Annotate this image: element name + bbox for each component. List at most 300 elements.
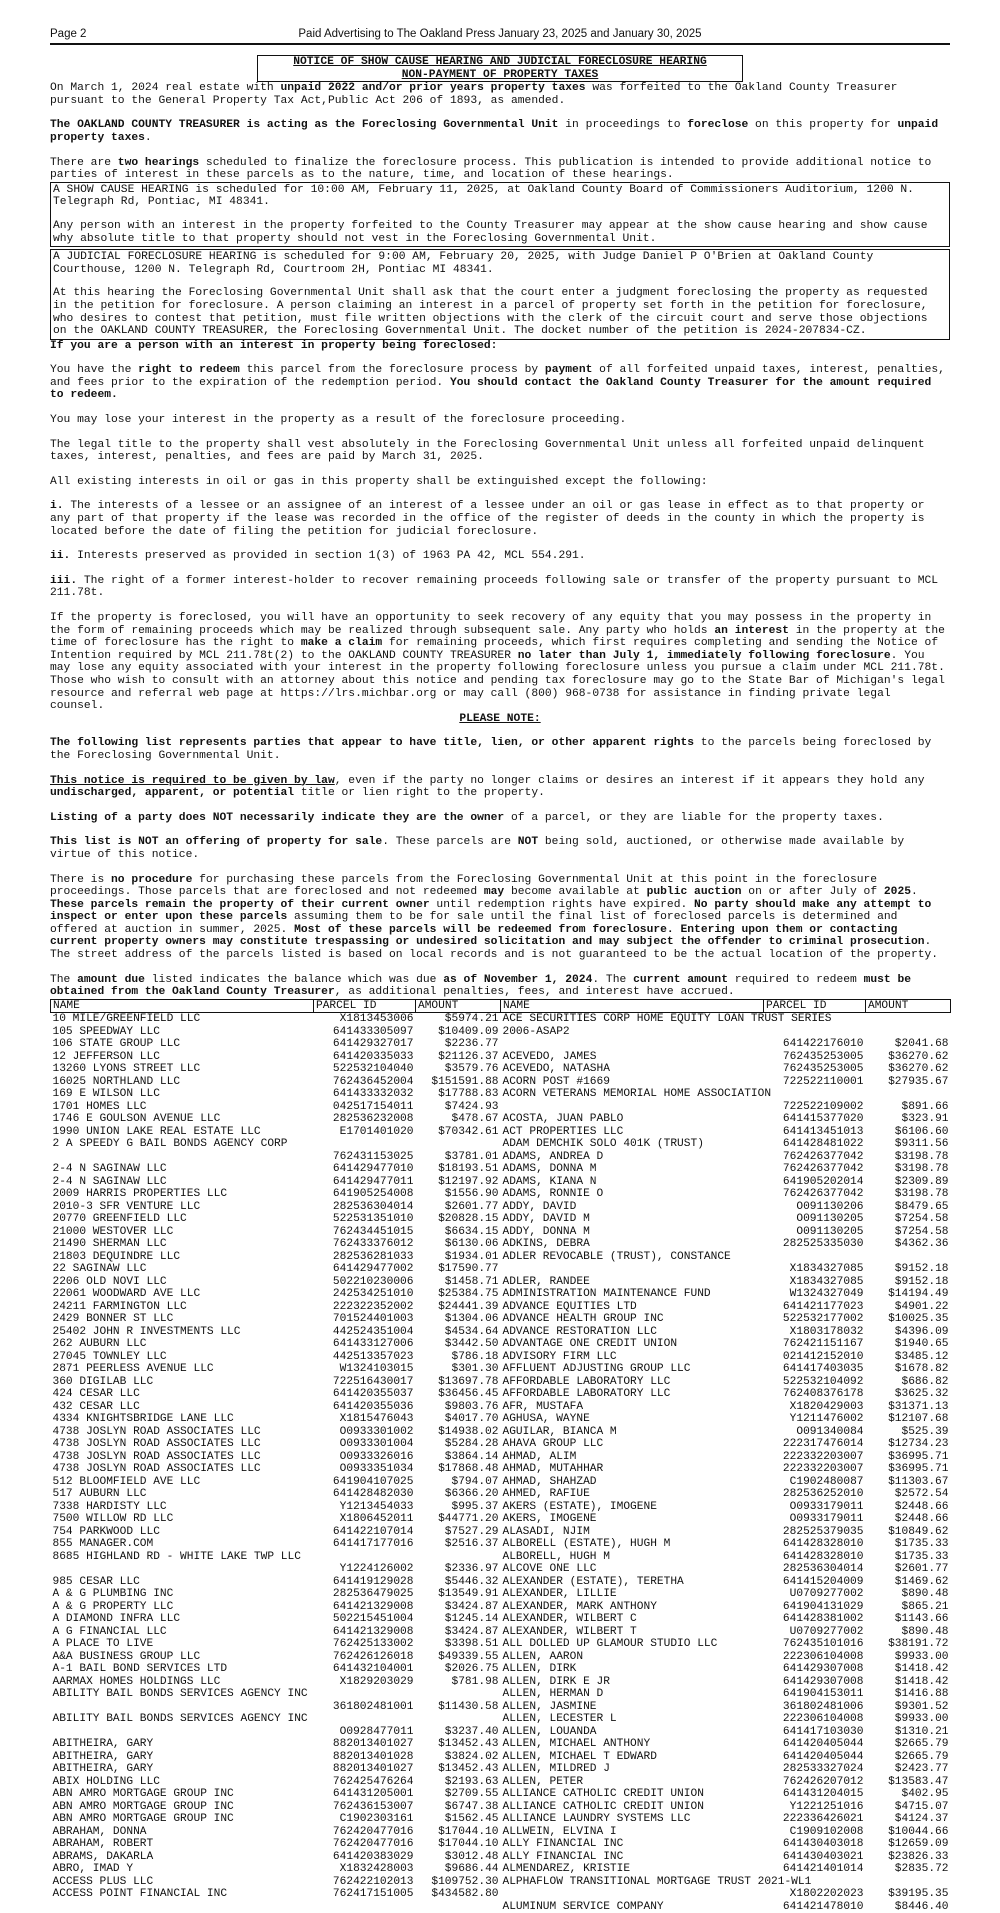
column-header-amount: AMOUNT [866, 999, 951, 1013]
row-amount: $11430.58 [438, 1700, 499, 1713]
row-amount: $36270.62 [888, 1063, 949, 1076]
row-amount: $2572.54 [894, 1488, 949, 1501]
row-name: ALLEN, MICHAEL T EDWARD [502, 1750, 657, 1763]
row-amount: $3198.78 [894, 1188, 949, 1201]
row-amount: $402.95 [901, 1788, 949, 1801]
row-amount: $17044.10 [438, 1825, 499, 1838]
table-row [51, 1763, 951, 1776]
row-parcel-id: 762434451015 [332, 1225, 414, 1238]
row-amount: $1310.21 [894, 1725, 949, 1738]
table-row [51, 1176, 951, 1189]
table-row [51, 1438, 951, 1451]
row-parcel-id: 762425133002 [332, 1638, 414, 1651]
row-name: AGHUSA, WAYNE [502, 1413, 590, 1426]
row-amount: $3781.01 [444, 1150, 499, 1163]
row-amount: $21126.37 [438, 1050, 499, 1063]
table-row [51, 1488, 951, 1501]
row-parcel-id: U0709277002 [789, 1588, 864, 1601]
table-row [51, 1388, 951, 1401]
row-amount: $11303.67 [888, 1475, 949, 1488]
row-amount: $9803.76 [444, 1400, 499, 1413]
note-amount-due: The amount due listed indicates the balance which was due as of November 1, 2024. The current amount required to redeem must be obtained from the Oakland County Treasurer, as additional penalties, fees, and interest have accrued. [50, 973, 912, 999]
row-amount: $478.67 [451, 1113, 499, 1126]
row-amount: $2448.66 [894, 1513, 949, 1526]
row-amount: $1416.88 [894, 1688, 949, 1701]
row-name: A-1 BAIL BOND SERVICES LTD [52, 1663, 228, 1676]
row-name: AHMAD, ALIM [502, 1450, 577, 1463]
table-row [51, 1651, 951, 1664]
row-name: 432 CESAR LLC [52, 1400, 140, 1413]
row-amount: $2448.66 [894, 1500, 949, 1513]
row-name: ALLEN, HERMAN D [502, 1688, 604, 1701]
row-parcel-id: 762426207012 [782, 1775, 864, 1788]
note-not-owner: Listing of a party does NOT necessarily indicate they are the owner of a parcel, or they are liable for the property taxes. [50, 811, 884, 824]
row-amount: $39195.35 [888, 1888, 949, 1901]
row-name [51, 1726, 314, 1739]
table-row [51, 1326, 951, 1339]
row-name: ALLIANCE CATHOLIC CREDIT UNION [502, 1800, 704, 1813]
table-row [51, 1301, 951, 1314]
table-row [51, 1851, 951, 1864]
row-name: 4738 JOSLYN ROAD ASSOCIATES LLC [52, 1438, 261, 1451]
row-parcel-id: W1324327049 [789, 1288, 864, 1301]
row-parcel-id: 762436452004 [332, 1075, 414, 1088]
row-name: AFFORDABLE LABORATORY LLC [502, 1388, 671, 1401]
row-parcel-id: 021412152010 [782, 1350, 864, 1363]
judicial-hearing-details: At this hearing the Foreclosing Governmental Unit shall ask that the court enter a judgment foreclosing the property as requested in the petition for foreclosure. A person claiming an interest in a parcel of property set forth in the petition for foreclosure, who desires to contest that petition, must file written objections with the clerk of the circuit court and serve those objections on the OAKLAND COUNTY TREASURER, the Foreclosing Governmental Unit. The docket number of the petition is 2024-207834-CZ. [53, 287, 928, 338]
row-name: 855 MANAGER.COM [52, 1538, 154, 1551]
row-name: ADAMS, KIANA N [502, 1175, 597, 1188]
row-parcel-id: 641428328010 [782, 1538, 864, 1551]
row-name: A PLACE TO LIVE [52, 1638, 154, 1651]
table-row [51, 1313, 951, 1326]
row-amount: $70342.61 [438, 1125, 499, 1138]
row-parcel-id: 641433332032 [332, 1088, 414, 1101]
row-name: 2429 BONNER ST LLC [52, 1313, 174, 1326]
row-amount: $3237.40 [444, 1725, 499, 1738]
row-amount: $4017.70 [444, 1413, 499, 1426]
table-body [51, 1013, 951, 1913]
row-parcel-id: Y1221251016 [789, 1800, 864, 1813]
row-amount: $1418.42 [894, 1663, 949, 1676]
row-name: 22061 WOODWARD AVE LLC [52, 1288, 201, 1301]
table-row [51, 1163, 951, 1176]
row-name: 4738 JOSLYN ROAD ASSOCIATES LLC [52, 1463, 261, 1476]
row-parcel-id [314, 1713, 416, 1726]
row-parcel-id: 222332203007 [782, 1463, 864, 1476]
row-amount: $4124.37 [894, 1813, 949, 1826]
row-parcel-id: 641417403035 [782, 1363, 864, 1376]
row-parcel-id: 442513357023 [332, 1350, 414, 1363]
row-amount: $7527.29 [444, 1525, 499, 1538]
row-amount: $36995.71 [888, 1450, 949, 1463]
row-parcel-id: O0933301002 [339, 1425, 414, 1438]
table-row [51, 1288, 951, 1301]
row-parcel-id: 882013401027 [332, 1763, 414, 1776]
row-parcel-id: 282536304014 [332, 1200, 414, 1213]
row-amount: $2516.37 [444, 1538, 499, 1551]
row-parcel-id: O0933179011 [789, 1513, 864, 1526]
row-name: ABILITY BAIL BONDS SERVICES AGENCY INC [52, 1688, 308, 1701]
row-amount: $3485.12 [894, 1350, 949, 1363]
table-row [51, 1338, 951, 1351]
row-name: ABRO, IMAD Y [52, 1863, 134, 1876]
row-amount: $2601.77 [444, 1200, 499, 1213]
row-amount: $3625.32 [894, 1388, 949, 1401]
row-amount: $9933.00 [894, 1713, 949, 1726]
row-parcel-id: E1701401020 [339, 1125, 414, 1138]
row-name: 424 CESAR LLC [52, 1388, 140, 1401]
row-parcel-id: 762436153007 [332, 1800, 414, 1813]
row-name: ABITHEIRA, GARY [52, 1763, 154, 1776]
row-parcel-id [764, 1088, 866, 1101]
note-list-parties: The following list represents parties that appear to have title, lien, or other apparent rights to the parcels being foreclosed by the Foreclosing Governmental Unit. [50, 737, 932, 762]
row-parcel-id: 522532104092 [782, 1375, 864, 1388]
row-parcel-id: 641420383029 [332, 1850, 414, 1863]
row-parcel-id: 641421401014 [782, 1863, 864, 1876]
row-parcel-id: 641415377020 [782, 1113, 864, 1126]
table-header-row [51, 999, 951, 1013]
row-amount: $36995.71 [888, 1463, 949, 1476]
table-row [51, 1638, 951, 1651]
row-parcel-id: Y1211476002 [789, 1413, 864, 1426]
row-name: ALEXANDER, MARK ANTHONY [502, 1600, 657, 1613]
row-amount: $3198.78 [894, 1150, 949, 1163]
row-amount: $1143.66 [894, 1613, 949, 1626]
row-parcel-id: 722516430017 [332, 1375, 414, 1388]
row-parcel-id: O0933326016 [339, 1450, 414, 1463]
exception-iii: iii. The right of a former interest-holder to recover remaining proceeds following sale or transfer of the property pursuant to MCL 211.78t. [50, 574, 939, 600]
row-amount: $2601.77 [894, 1563, 949, 1576]
row-amount: $9933.00 [894, 1650, 949, 1663]
table-row [51, 1263, 951, 1276]
row-name [501, 1101, 764, 1114]
intro-paragraph-3: There are two hearings scheduled to finalize the foreclosure process. This publication is intended to provide additional notice to parties of interest in these parcels as to the nature, time, and location of these hearings. [50, 156, 932, 182]
table-row [51, 1576, 951, 1589]
row-amount: $1245.14 [444, 1613, 499, 1626]
row-parcel-id: X1834327085 [789, 1263, 864, 1276]
row-name: ALLEN, DIRK [502, 1663, 577, 1676]
row-parcel-id: 282536479025 [332, 1588, 414, 1601]
row-name: ABIX HOLDING LLC [52, 1775, 160, 1788]
row-amount: $12197.92 [438, 1175, 499, 1188]
row-amount: $9152.18 [894, 1275, 949, 1288]
row-parcel-id: W1324103015 [339, 1363, 414, 1376]
row-amount: $3012.48 [444, 1850, 499, 1863]
row-amount: $36456.45 [438, 1388, 499, 1401]
row-name: A DIAMOND INFRA LLC [52, 1613, 181, 1626]
row-amount: $17044.10 [438, 1838, 499, 1851]
row-name: ALL DOLLED UP GLAMOUR STUDIO LLC [502, 1638, 718, 1651]
row-parcel-id: 722522109002 [782, 1100, 864, 1113]
row-amount: $17788.83 [438, 1088, 499, 1101]
row-parcel-id: 641421329008 [332, 1600, 414, 1613]
row-amount: $686.82 [901, 1375, 949, 1388]
table-row [51, 1726, 951, 1739]
row-parcel-id: 282533327024 [782, 1763, 864, 1776]
equity-paragraph: If the property is foreclosed, you will have an opportunity to seek recovery of any equity that you may possess in the property in the form of remaining proceeds which may be realized through subsequent sale. Any party who holds an interest in the property at the time of foreclosure has the right to make a claim for remaining proceeds, which first requires completing and sending the Notice of Intention required by MCL 211.78t(2) to the OAKLAND COUNTY TREASURER no later than July 1, immediately following foreclosure. You may lose any equity associated with your interest in the property following foreclosure unless you pursue a claim under MCL 211.78t. Those who wish to consult with an attorney about this notice and pending tax foreclosure may go to the State Bar of Michigan's legal resource and referral web page at https://lrs.michbar.org or may call (800) 968-0738 for assistance in finding private legal counsel. [50, 612, 945, 713]
row-parcel-id: X1813453006 [339, 1013, 414, 1026]
row-name: AHMAD, MUTAHHAR [502, 1463, 604, 1476]
row-amount: $38191.72 [888, 1638, 949, 1651]
table-row [51, 1088, 951, 1101]
row-amount: $13697.78 [438, 1375, 499, 1388]
row-name: 1701 HOMES LLC [52, 1100, 147, 1113]
row-parcel-id: 641429477010 [332, 1163, 414, 1176]
row-amount: $301.30 [451, 1363, 499, 1376]
row-name: ADVANTAGE ONE CREDIT UNION [502, 1338, 678, 1351]
row-amount: $2236.77 [444, 1038, 499, 1051]
row-parcel-id: 641420355037 [332, 1388, 414, 1401]
row-amount: $20828.15 [438, 1213, 499, 1226]
row-name: A & G PLUMBING INC [52, 1588, 174, 1601]
row-parcel-id: O0933351034 [339, 1463, 414, 1476]
row-parcel-id: 222322352002 [332, 1300, 414, 1313]
column-header-name: NAME [51, 999, 314, 1013]
row-amount: $4396.09 [894, 1325, 949, 1338]
row-parcel-id: 762426377042 [782, 1150, 864, 1163]
table-row [51, 1901, 951, 1913]
row-amount: $9301.52 [894, 1700, 949, 1713]
row-parcel-id: 282525379035 [782, 1525, 864, 1538]
row-amount: $4715.07 [894, 1800, 949, 1813]
row-parcel-id: 641429477002 [332, 1263, 414, 1276]
row-name: AHAVA GROUP LLC [502, 1438, 604, 1451]
row-name: ABRAHAM, ROBERT [52, 1838, 154, 1851]
row-parcel-id: 641431204015 [782, 1788, 864, 1801]
row-name: ADAMS, DONNA M [502, 1163, 597, 1176]
row-parcel-id: 701524401003 [332, 1313, 414, 1326]
row-name: ALUMINUM SERVICE COMPANY [502, 1900, 664, 1913]
row-amount: $10409.09 [438, 1025, 499, 1038]
row-amount: $7424.93 [444, 1100, 499, 1113]
row-name: 2006-ASAP2 [502, 1025, 570, 1038]
row-name: 2010-3 SFR VENTURE LLC [52, 1200, 201, 1213]
row-amount: $13583.47 [888, 1775, 949, 1788]
row-amount: $1562.45 [444, 1813, 499, 1826]
row-amount: $5284.28 [444, 1438, 499, 1451]
row-parcel-id: 882013401027 [332, 1738, 414, 1751]
row-name: 169 E WILSON LLC [52, 1088, 160, 1101]
row-parcel-id: 361802481006 [782, 1700, 864, 1713]
row-amount: $36270.62 [888, 1050, 949, 1063]
row-amount: $323.91 [901, 1113, 949, 1126]
row-parcel-id: 641433127006 [332, 1338, 414, 1351]
row-name: ALMENDAREZ, KRISTIE [502, 1863, 631, 1876]
row-parcel-id: O091130206 [796, 1200, 864, 1213]
row-amount: $2665.79 [894, 1738, 949, 1751]
row-parcel-id: O0933179011 [789, 1500, 864, 1513]
table-row [51, 1451, 951, 1464]
row-parcel-id: O0928477011 [339, 1725, 414, 1738]
row-amount: $1735.33 [894, 1538, 949, 1551]
row-name: ALPHAFLOW TRANSITIONAL MORTGAGE TRUST 2021-WL1 [502, 1875, 812, 1888]
row-parcel-id: X1820429003 [789, 1400, 864, 1413]
notice-title [257, 55, 743, 82]
row-name: ADKINS, DEBRA [502, 1238, 590, 1251]
table-row [51, 1463, 951, 1476]
row-parcel-id: 641421478010 [782, 1900, 864, 1913]
row-name: 8685 HIGHLAND RD - WHITE LAKE TWP LLC [52, 1550, 301, 1563]
row-name: ALASADI, NJIM [502, 1525, 590, 1538]
row-amount: $10849.62 [888, 1525, 949, 1538]
row-parcel-id: 222336426021 [782, 1813, 864, 1826]
row-name: 512 BLOOMFIELD AVE LLC [52, 1475, 201, 1488]
row-name: ALLEN, DIRK E JR [502, 1675, 610, 1688]
row-amount: $3864.14 [444, 1450, 499, 1463]
table-row [51, 1626, 951, 1639]
row-amount: $1458.71 [444, 1275, 499, 1288]
row-name: ABRAHAM, DONNA [52, 1825, 147, 1838]
row-parcel-id [314, 1688, 416, 1701]
row-parcel-id: 641421329008 [332, 1625, 414, 1638]
row-parcel-id: 222306104008 [782, 1650, 864, 1663]
row-name: ALLEN, MICHAEL ANTHONY [502, 1738, 651, 1751]
table-row [51, 1501, 951, 1514]
row-name: 262 AUBURN LLC [52, 1338, 147, 1351]
row-name: 360 DIGILAB LLC [52, 1375, 154, 1388]
row-name: ACCESS POINT FINANCIAL INC [52, 1888, 228, 1901]
row-parcel-id: 282536232008 [332, 1113, 414, 1126]
intro-paragraph-1: On March 1, 2024 real estate with unpaid 2022 and/or prior years property taxes was forfeited to the Oakland County Treasurer pursuant to the General Property Tax Act,Public Act 206 of 1893, as amended. [50, 82, 898, 107]
row-amount [416, 1713, 501, 1726]
row-parcel-id: 641904107025 [332, 1475, 414, 1488]
row-name: ALLEN, LECESTER L [502, 1713, 617, 1726]
row-name: ALLIANCE CATHOLIC CREDIT UNION [502, 1788, 704, 1801]
page-number: Page 2 [50, 28, 87, 40]
row-parcel-id: 882013401028 [332, 1750, 414, 1763]
row-amount: $23826.33 [888, 1850, 949, 1863]
row-amount: $1735.33 [894, 1550, 949, 1563]
row-name: 13260 LYONS STREET LLC [52, 1063, 201, 1076]
row-amount: $2193.63 [444, 1775, 499, 1788]
row-amount: $109752.30 [431, 1875, 499, 1888]
row-amount: $2423.77 [894, 1763, 949, 1776]
row-amount: $6366.20 [444, 1488, 499, 1501]
show-cause-hearing-text: A SHOW CAUSE HEARING is scheduled for 10:00 AM, February 11, 2025, at Oakland County Board of Commissioners Auditorium, 1200 N. Telegraph Rd, Pontiac, MI 48341. [53, 183, 914, 209]
row-name: ABITHEIRA, GARY [52, 1738, 154, 1751]
row-parcel-id [764, 1251, 866, 1264]
row-name: ALLIANCE LAUNDRY SYSTEMS LLC [502, 1813, 691, 1826]
row-parcel-id: C1902480087 [789, 1475, 864, 1488]
row-amount: $3424.87 [444, 1625, 499, 1638]
table-row [51, 1138, 951, 1151]
row-name: 22 SAGINAW LLC [52, 1263, 147, 1276]
row-parcel-id: 762435253005 [782, 1050, 864, 1063]
row-parcel-id: 722522110001 [782, 1075, 864, 1088]
table-row [51, 1563, 951, 1576]
page-header [50, 28, 950, 45]
oil-gas-paragraph: All existing interests in oil or gas in this property shall be extinguished except the following: [50, 475, 708, 488]
row-name: 27045 TOWNLEY LLC [52, 1350, 167, 1363]
row-parcel-id: 442524351004 [332, 1325, 414, 1338]
row-parcel-id: 641430403021 [782, 1850, 864, 1863]
row-parcel-id: O0933301004 [339, 1438, 414, 1451]
row-amount: $3579.76 [444, 1063, 499, 1076]
row-parcel-id: 641413451013 [782, 1125, 864, 1138]
column-header-parcel-id: PARCEL ID [314, 999, 416, 1013]
row-amount: $13452.43 [438, 1763, 499, 1776]
row-parcel-id: X1806452011 [339, 1513, 414, 1526]
row-amount: $6130.06 [444, 1238, 499, 1251]
table-row [51, 1201, 951, 1214]
row-amount: $3824.02 [444, 1750, 499, 1763]
table-row [51, 1513, 951, 1526]
row-name: 754 PARKWOOD LLC [52, 1525, 160, 1538]
row-parcel-id: Y1213454033 [339, 1500, 414, 1513]
redeem-paragraph: You have the right to redeem this parcel from the foreclosure process by payment of all forfeited unpaid taxes, interest, penalties, and fees prior to the expiration of the redemption period. You should contact the Oakland County Treasurer for the amount required to redeem. [50, 364, 945, 402]
row-name: AKERS (ESTATE), IMOGENE [502, 1500, 657, 1513]
row-name: 1990 UNION LAKE REAL ESTATE LLC [52, 1125, 261, 1138]
row-amount: $794.07 [451, 1475, 499, 1488]
table-row [51, 1788, 951, 1801]
publication-title: Paid Advertising to The Oakland Press January 23, 2025 and January 30, 2025 [298, 28, 702, 40]
row-parcel-id: 762425476264 [332, 1775, 414, 1788]
row-parcel-id: 641429477011 [332, 1175, 414, 1188]
row-name [501, 1263, 764, 1276]
please-note-heading: PLEASE NOTE: [459, 712, 541, 725]
row-amount [416, 1551, 501, 1564]
row-amount [866, 1026, 951, 1039]
row-name: AGUILAR, BIANCA M [502, 1425, 617, 1438]
row-amount: $44771.20 [438, 1513, 499, 1526]
row-parcel-id: 282536304014 [782, 1563, 864, 1576]
table-row [51, 1401, 951, 1414]
table-row [51, 1688, 951, 1701]
row-name: 21803 DEQUINDRE LLC [52, 1250, 181, 1263]
row-name: ADLER, RANDEE [502, 1275, 590, 1288]
row-parcel-id: 641433305097 [332, 1025, 414, 1038]
show-cause-hearing-box [50, 182, 950, 247]
row-name: AFFORDABLE LABORATORY LLC [502, 1375, 671, 1388]
row-name [501, 1888, 764, 1901]
row-amount: $781.98 [451, 1675, 499, 1688]
row-parcel-id: 641417177016 [332, 1538, 414, 1551]
row-amount: $4901.22 [894, 1300, 949, 1313]
row-name: 21490 SHERMAN LLC [52, 1238, 167, 1251]
row-parcel-id: 641419129028 [332, 1575, 414, 1588]
row-name: 12 JEFFERSON LLC [52, 1050, 160, 1063]
row-name [501, 1038, 764, 1051]
note-required-by-law: This notice is required to be given by law, even if the party no longer claims or desires an interest if it appears they hold any undischarged, apparent, or potential title or lien right to the property. [50, 774, 925, 800]
row-parcel-id: C1909102008 [789, 1825, 864, 1838]
row-name: ADVISORY FIRM LLC [502, 1350, 617, 1363]
row-name: 25402 JOHN R INVESTMENTS LLC [52, 1325, 241, 1338]
row-parcel-id: 282525335030 [782, 1238, 864, 1251]
row-amount: $2835.72 [894, 1863, 949, 1876]
row-amount: $12734.23 [888, 1438, 949, 1451]
row-name: 1746 E GOULSON AVENUE LLC [52, 1113, 221, 1126]
row-parcel-id: 641905202014 [782, 1175, 864, 1188]
row-name: ALLEN, JASMINE [502, 1700, 597, 1713]
table-row [51, 1863, 951, 1876]
row-name: ADAM DEMCHIK SOLO 401K (TRUST) [502, 1138, 704, 1151]
row-parcel-id: 762420477016 [332, 1838, 414, 1851]
row-amount [866, 1013, 951, 1026]
exception-ii: ii. Interests preserved as provided in section 1(3) of 1963 PA 42, MCL 554.291. [50, 550, 586, 563]
judicial-hearing-text: A JUDICIAL FORECLOSURE HEARING is scheduled for 9:00 AM, February 20, 2025, with Judge Daniel P O'Brien at Oakland County Courthouse, 1200 N. Telegraph Rd, Courtroom 2H, Pontiac MI 48341. [53, 251, 874, 276]
row-parcel-id: X1834327085 [789, 1275, 864, 1288]
column-header-parcel-id: PARCEL ID [764, 999, 866, 1013]
table-row [51, 1601, 951, 1614]
table-row [51, 1038, 951, 1051]
row-parcel-id: 641417103030 [782, 1725, 864, 1738]
row-amount: $13549.91 [438, 1588, 499, 1601]
table-row [51, 1538, 951, 1551]
notice-title-line2: NON-PAYMENT OF PROPERTY TAXES [401, 68, 599, 81]
row-name: AFR, MUSTAFA [502, 1400, 584, 1413]
row-parcel-id: C1902303161 [339, 1813, 414, 1826]
